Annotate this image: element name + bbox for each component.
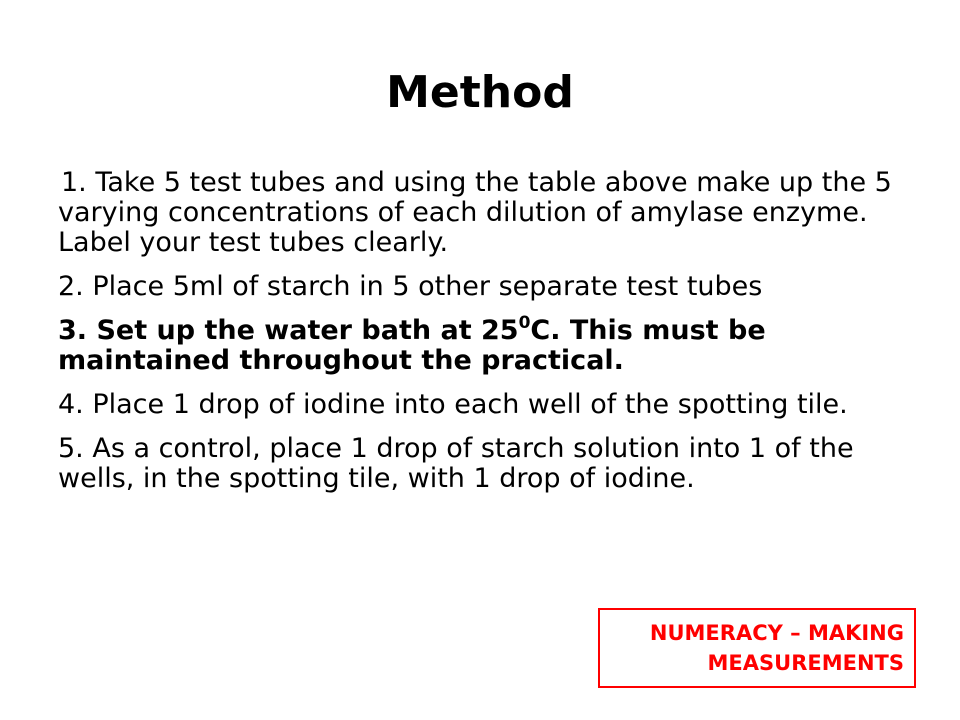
method-step-4 — [58, 390, 918, 420]
method-step-2 — [58, 272, 918, 302]
method-step-3-text-after: C. This must be maintained throughout the practical. — [58, 315, 766, 376]
numeracy-badge-line-1: NUMERACY – MAKING — [649, 621, 904, 645]
method-step-1 — [58, 168, 918, 258]
method-step-1-text: 1. Take 5 test tubes and using the table above make up the 5 varying concentrations of each dilution of amylase enzyme. Label your test tubes clearly. — [58, 167, 892, 258]
numeracy-badge — [598, 608, 916, 688]
method-steps-list — [58, 168, 918, 508]
method-step-5 — [58, 434, 918, 494]
method-step-2-text: 2. Place 5ml of starch in 5 other separate test tubes — [58, 271, 763, 302]
method-step-4-text: 4. Place 1 drop of iodine into each well of the spotting tile. — [58, 389, 848, 420]
method-step-3-text-before: 3. Set up the water bath at 25 — [58, 315, 519, 346]
numeracy-badge-line-2: MEASUREMENTS — [707, 651, 904, 675]
method-step-5-text: 5. As a control, place 1 drop of starch solution into 1 of the wells, in the spotting tile, with 1 drop of iodine. — [58, 433, 854, 494]
degree-superscript: 0 — [518, 313, 531, 333]
slide-title: Method — [386, 67, 574, 118]
method-step-3 — [58, 313, 918, 376]
